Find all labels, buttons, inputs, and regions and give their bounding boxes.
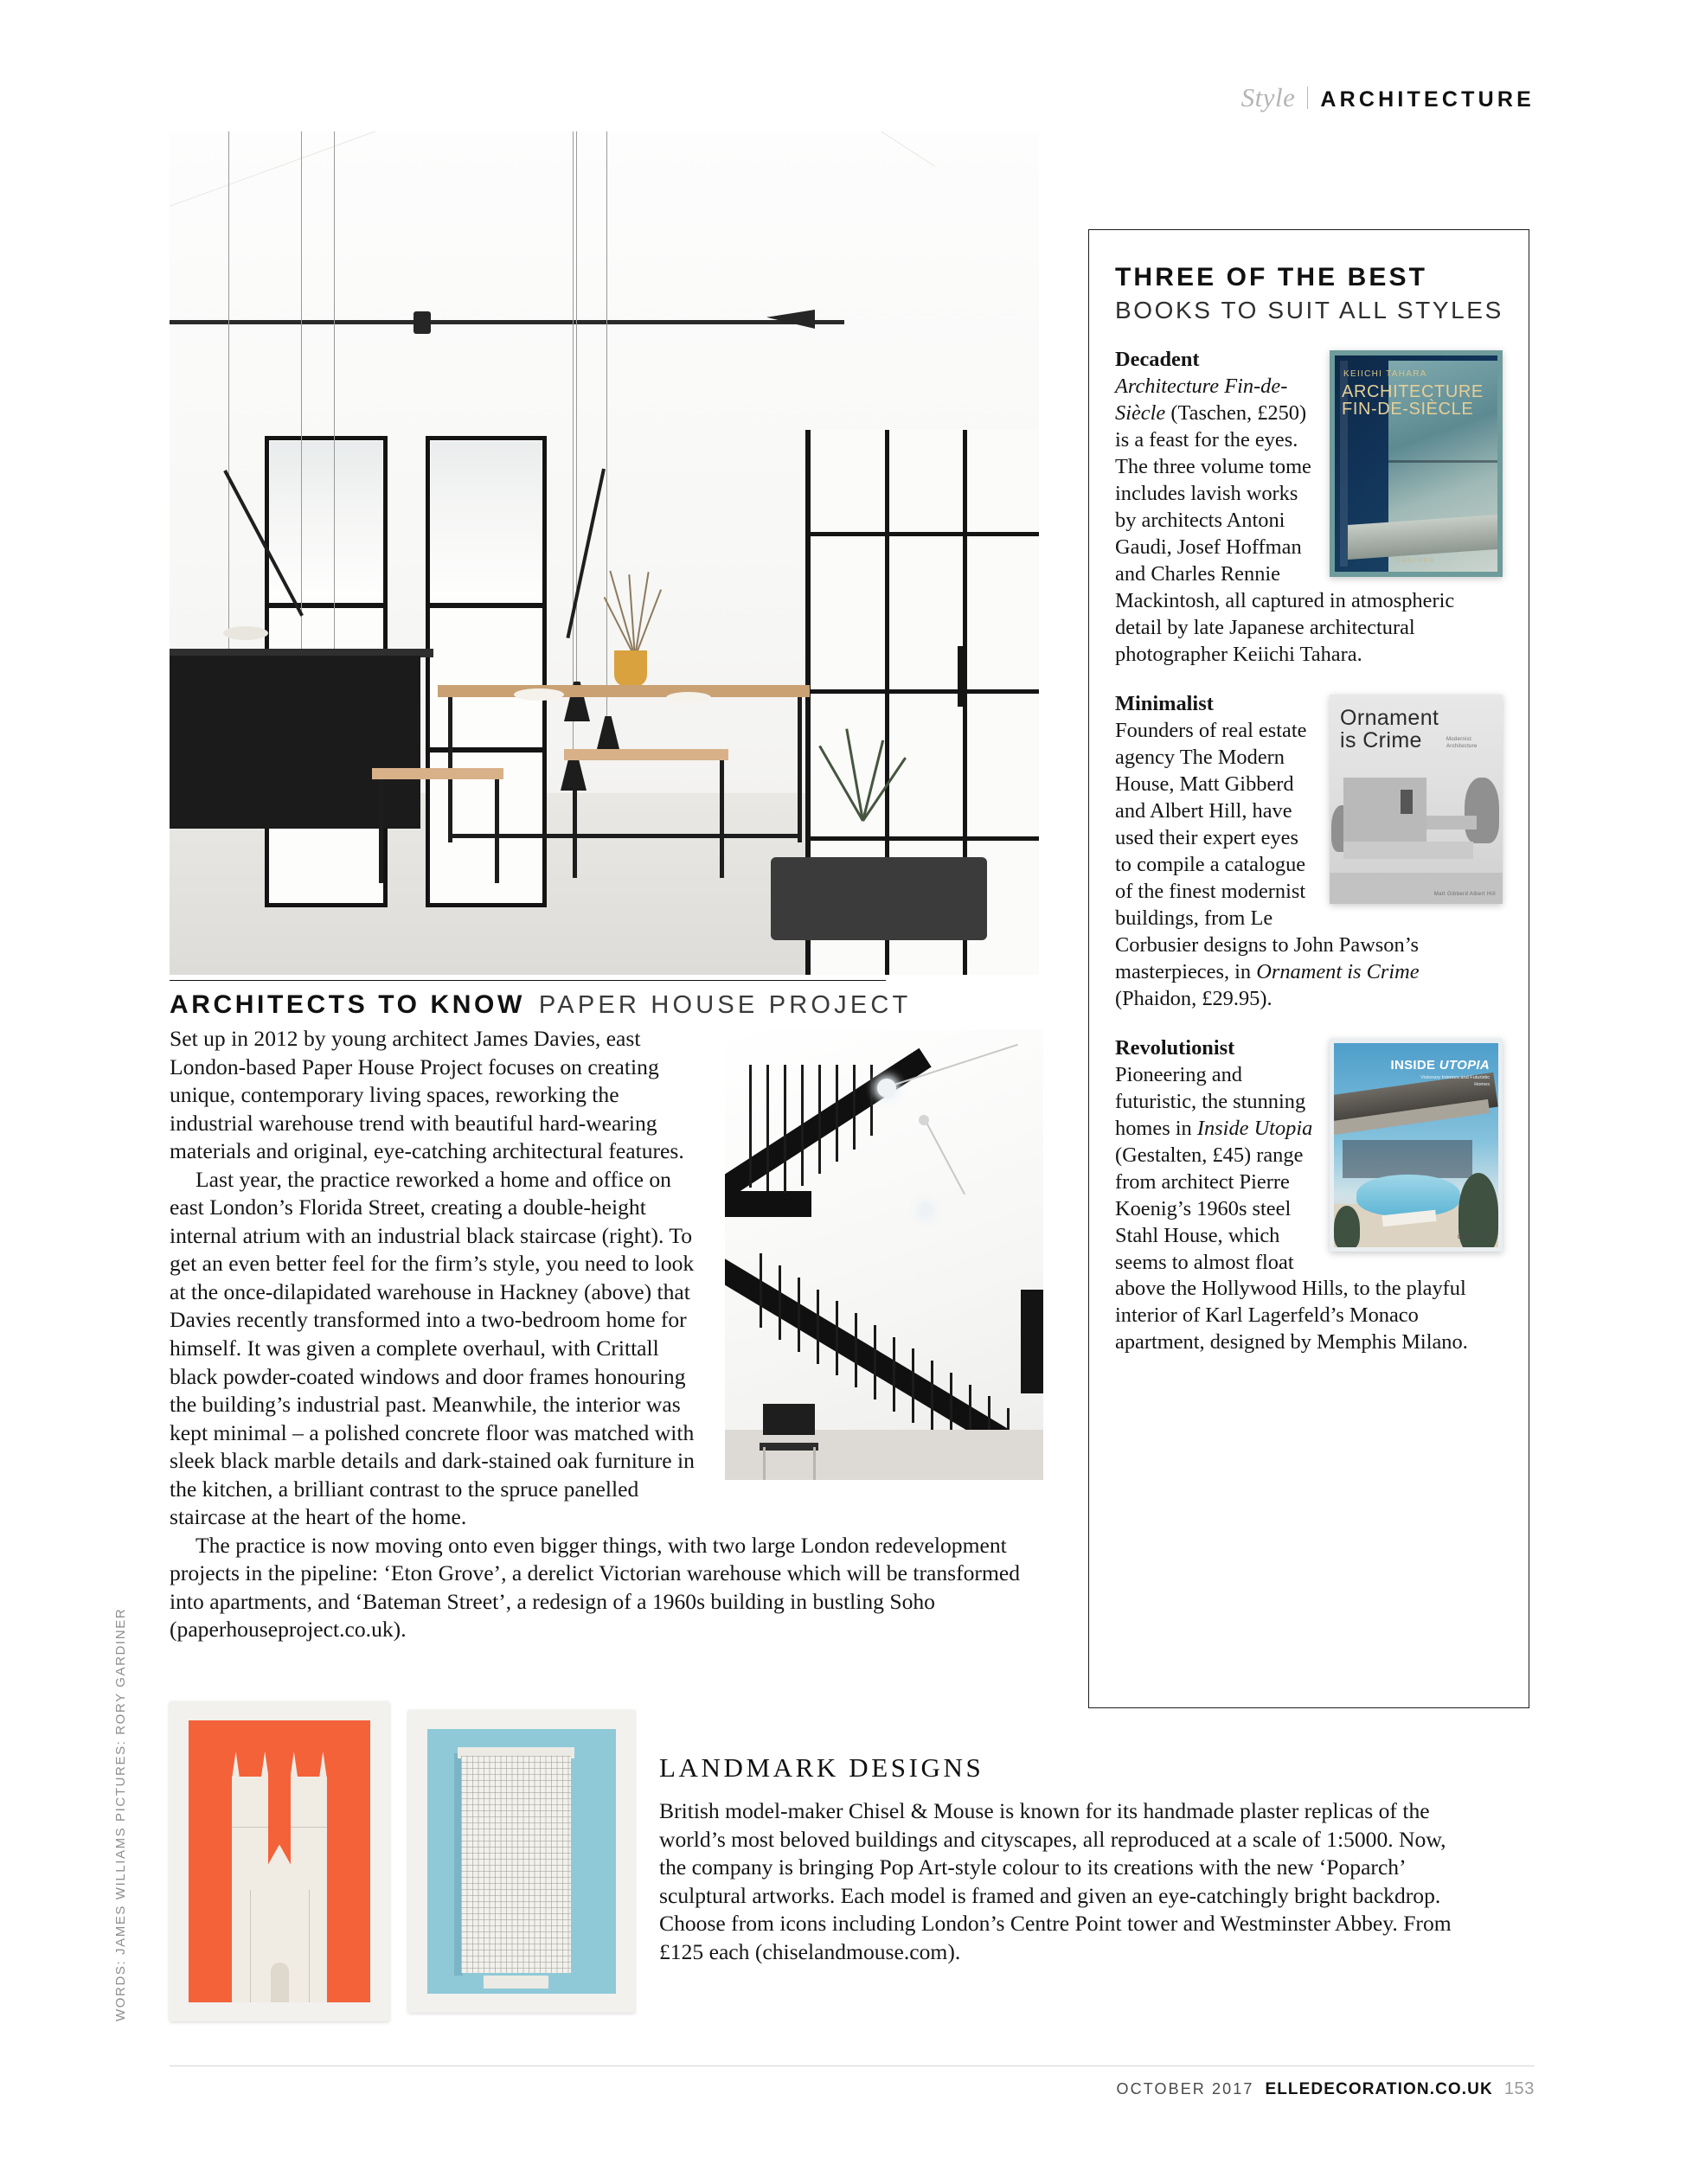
abbey-pinnacle-4 [319,1752,326,1777]
balustrade [912,1348,914,1423]
crittall-h2 [811,689,1039,694]
book3-title-line2: UTOPIA [1439,1057,1490,1073]
book3-publisher: GESTALTEN [1457,1235,1491,1241]
hero-table-leg-2 [798,697,802,842]
book3-title-line1: INSIDE [1390,1057,1439,1073]
book-entry-decadent [1115,347,1503,669]
twig [634,589,662,657]
book2-tagline: Modernist Architecture [1446,736,1478,750]
balustrade [853,1065,856,1150]
artwork-centre-point [408,1710,635,2013]
book2-tree-right [1465,778,1499,843]
balustrade [766,1065,769,1191]
staircase-doorway [1021,1290,1043,1393]
hero-window-right-mullion-2 [426,747,547,753]
article-body [170,1025,1043,1644]
book2-title [1340,707,1439,753]
balustrade [893,1337,895,1412]
hero-bench-left [372,768,503,779]
hero-dining-table-top [438,685,810,697]
pendant-cord-1 [228,131,229,668]
staircase-floor [725,1430,1043,1480]
crittall-h3 [811,836,1039,841]
book2-ground [1330,873,1503,904]
abbey-detail-line [250,1890,251,2002]
balustrade [798,1278,800,1352]
book1-title-line1: ARCHITECTURE [1342,382,1484,401]
photo-credits: WORDS: JAMES WILLIAMS PICTURES: RORY GARDINER [113,1607,128,2021]
book-entry-3-title: Inside Utopia [1196,1116,1313,1140]
abbey-backdrop [189,1720,370,2002]
book-entry-3-body-before: Pioneering and futuristic, the stunning homes in [1115,1062,1306,1140]
book2-title-line2: is Crime [1340,728,1422,753]
crittall-h1 [811,532,1039,536]
centre-point-backdrop [427,1729,616,1994]
book-cover-inside-utopia [1330,1039,1503,1252]
staircase-chair-back [763,1404,815,1435]
staircase-photo [725,1030,1043,1480]
balustrade [784,1065,786,1193]
balustrade [817,1290,819,1364]
balustrade [874,1325,876,1399]
crittall-handle [958,646,965,707]
balustrade [749,1065,752,1188]
hero-window-right-glass [431,441,542,597]
book1-title-line2: FIN-DE-SIÈCLE [1342,400,1474,420]
hero-rail-node [413,311,431,334]
hero-window-right-mullion-1 [426,603,547,608]
hero-photo [170,131,1039,975]
running-head-section: ARCHITECTURE [1320,87,1535,112]
book-entry-3-body-after: (Gestalten, £45) range from architect Pierre Koenig’s 1960s steel Stahl House, which seems to almost float above the Hollywood Hills, to the playful interior of Karl Lagerfeld’s Monaco apartment, designed by Memphis Milano. [1115,1143,1468,1355]
balustrade [836,1301,838,1375]
hero-vase [614,650,647,687]
hero-sofa [771,857,987,940]
book3-shrub-left [1334,1206,1360,1247]
hero-window-left-glass [270,441,382,597]
balustrade [818,1065,821,1174]
book3-face [1334,1043,1498,1247]
pendant-light-bulb-1 [877,1079,896,1098]
hero-bench-right-leg-2 [720,760,724,878]
hero-dried-flowers [600,564,668,657]
book2-title-line1: Ornament [1340,705,1439,730]
article-headline [170,990,911,1020]
balustrade [855,1313,857,1387]
abbey-entrance [271,1963,289,2002]
staircase-chair-leg [763,1447,766,1480]
hero-table-stretcher [448,834,801,838]
article-rule [170,980,886,981]
book1-publisher: TASCHEN [1397,558,1435,565]
artwork-westminster-abbey [170,1701,389,2021]
page-footer [1117,2079,1535,2099]
abbey-pinnacle-3 [291,1752,298,1777]
book3-title [1391,1057,1490,1073]
staircase-upper-landing [725,1191,811,1217]
pendant-light-bulb-2 [919,1203,933,1217]
pendant-cord-3 [334,131,335,737]
book-entry-1-lead: Decadent [1115,348,1200,371]
pendant-cord-6 [573,131,574,754]
article-paragraph-3: The practice is now moving onto even bigger things, with two large London redevelopment projects in the pipeline: ‘Eton Grove’, a derelict Victorian warehouse which will be transformed into apartments, and ‘Bateman Street’, a redesign of a 1960s building in bustling Soho (paperhouseproject.co.uk). [170,1532,1021,1643]
staircase-chair-seat [760,1443,818,1451]
book2-building-slab-lower [1343,842,1473,859]
abbey-detail-line [232,1827,268,1828]
balustrade [836,1065,838,1162]
article-paragraph-1: Set up in 2012 by young architect James Davies, east London-based Paper House Project focuses on creating unique, contemporary living spaces, reworking the industrial warehouse trend with beautiful hard-wearing materials and original, eye-catching architectural features. [170,1026,684,1164]
book-entry-1-body: (Taschen, £250) is a feast for the eyes. The three volume tome includes lavish works by architects Antoni Gaudi, Josef Hoffman and Charles Rennie Mackintosh, all captured in atmospheric detail by late Japanese architectural photographer Keiichi Tahara. [1115,400,1455,666]
book-cover-architecture-fin-de-siecle [1330,350,1503,577]
balustrade [870,1065,873,1136]
running-head-style: Style [1240,82,1296,112]
hero-plate-2 [666,692,711,703]
abbey-pinnacle-1 [232,1752,239,1777]
balustrade [801,1065,804,1186]
pendant-light-joint [919,1115,929,1125]
footer-website: ELLEDECORATION.CO.UK [1265,2080,1493,2098]
hero-island-bowl [223,626,268,640]
landmark-body: British model-maker Chisel & Mouse is known for its handmade plaster replicas of the world’s most beloved buildings and cityscapes, all reproduced at a scale of 1:5000. Now, the company is bringing Pop Art-style colour to its creations with the new ‘Poparch’ sculptural artworks. Each model is framed and given an eye-catchingly bright backdrop. Choose from icons including London’s Centre Point tower and Westminster Abbey. From £125 each (chiselandmouse.com). [659,1798,1452,1964]
running-head [1241,82,1535,113]
pendant-cord-2 [301,131,302,702]
book-entry-2-lead: Minimalist [1115,691,1214,715]
balustrade [779,1265,781,1340]
balustrade [760,1253,762,1328]
hero-bench-right-leg-1 [573,760,577,878]
footer-page-number: 153 [1503,2079,1535,2098]
abbey-pinnacle-2 [261,1752,268,1777]
three-of-the-best-box [1088,229,1529,1708]
book1-face [1335,355,1497,572]
centre-point-base [484,1976,548,1989]
centre-point-tower [461,1756,570,1973]
twig [634,572,649,657]
article-kicker: ARCHITECTS TO KNOW [170,990,525,1019]
footer-issue-date: OCTOBER 2017 [1116,2080,1254,2098]
hero-bench-right [564,749,728,760]
book-entry-2-body-before: Founders of real estate agency The Modern House, Matt Gibberd and Albert Hill, have used their expert eyes to compile a catalogue of the finest modernist buildings, from Le Corbusier designs to John Pawson’s masterpieces, in [1115,718,1419,983]
article-paragraph-2: Last year, the practice reworked a home and office on east London’s Florida Street, creating a double-height internal atrium with an industrial black staircase (right). To get an even better feel for the firm’s style, you need to look at the once-dilapidated warehouse in Hackney (above) that Davies recently transformed into a two-bedroom home for himself. It was given a complete overhaul, with Crittall black powder-coated windows and door frames honouring the building’s industrial past. Meanwhile, the interior was kept minimal – a polished concrete floor was matched with sleek black marble details and dark-stained oak furniture in the kitchen, a brilliant contrast to the spruce panelled staircase at the heart of the home. [170,1166,695,1530]
abbey-detail-line [291,1827,327,1828]
hero-plate-1 [514,689,564,701]
book-entry-revolutionist [1115,1035,1503,1357]
book2-credit: Matt Gibberd Albert Hill [1433,892,1496,898]
plant-frond [862,740,884,821]
hero-window-left-mullion-1 [265,603,388,608]
hero-plant [823,726,901,821]
staircase-chair-leg [813,1447,816,1480]
hero-bench-left-leg-2 [495,779,499,883]
landmark-heading: LANDMARK DESIGNS [659,1752,984,1783]
book3-tagline: Visionary Interiors and Futuristic Homes [1420,1074,1490,1088]
book2-face [1330,695,1503,904]
hero-bench-left-leg-1 [379,779,383,883]
book2-building-block [1343,778,1426,847]
abbey-detail-line [309,1890,310,2002]
article-subject: PAPER HOUSE PROJECT [538,991,912,1019]
book-cover-ornament-is-crime [1330,695,1503,904]
sidebar-subtitle: BOOKS TO SUIT ALL STYLES [1115,297,1503,323]
book-entry-2-title: Ornament is Crime [1256,959,1420,983]
book-entry-minimalist [1115,691,1503,1013]
hero-ceiling-rail [170,320,844,324]
book-entry-3-lead: Revolutionist [1115,1035,1235,1060]
book-entry-2-body-after: (Phaidon, £29.95). [1115,986,1273,1010]
book-entry-1-title: Architecture Fin-de-Siècle [1115,374,1288,425]
balustrade [931,1361,933,1435]
book3-glass-pavilion [1343,1140,1472,1178]
sidebar-title: THREE OF THE BEST [1115,263,1428,291]
book1-title [1342,383,1484,419]
book1-author: KEIICHI TAHARA [1343,369,1427,379]
book2-window [1401,790,1413,814]
book3-swimming-pool [1356,1175,1460,1216]
running-head-divider [1307,86,1308,109]
